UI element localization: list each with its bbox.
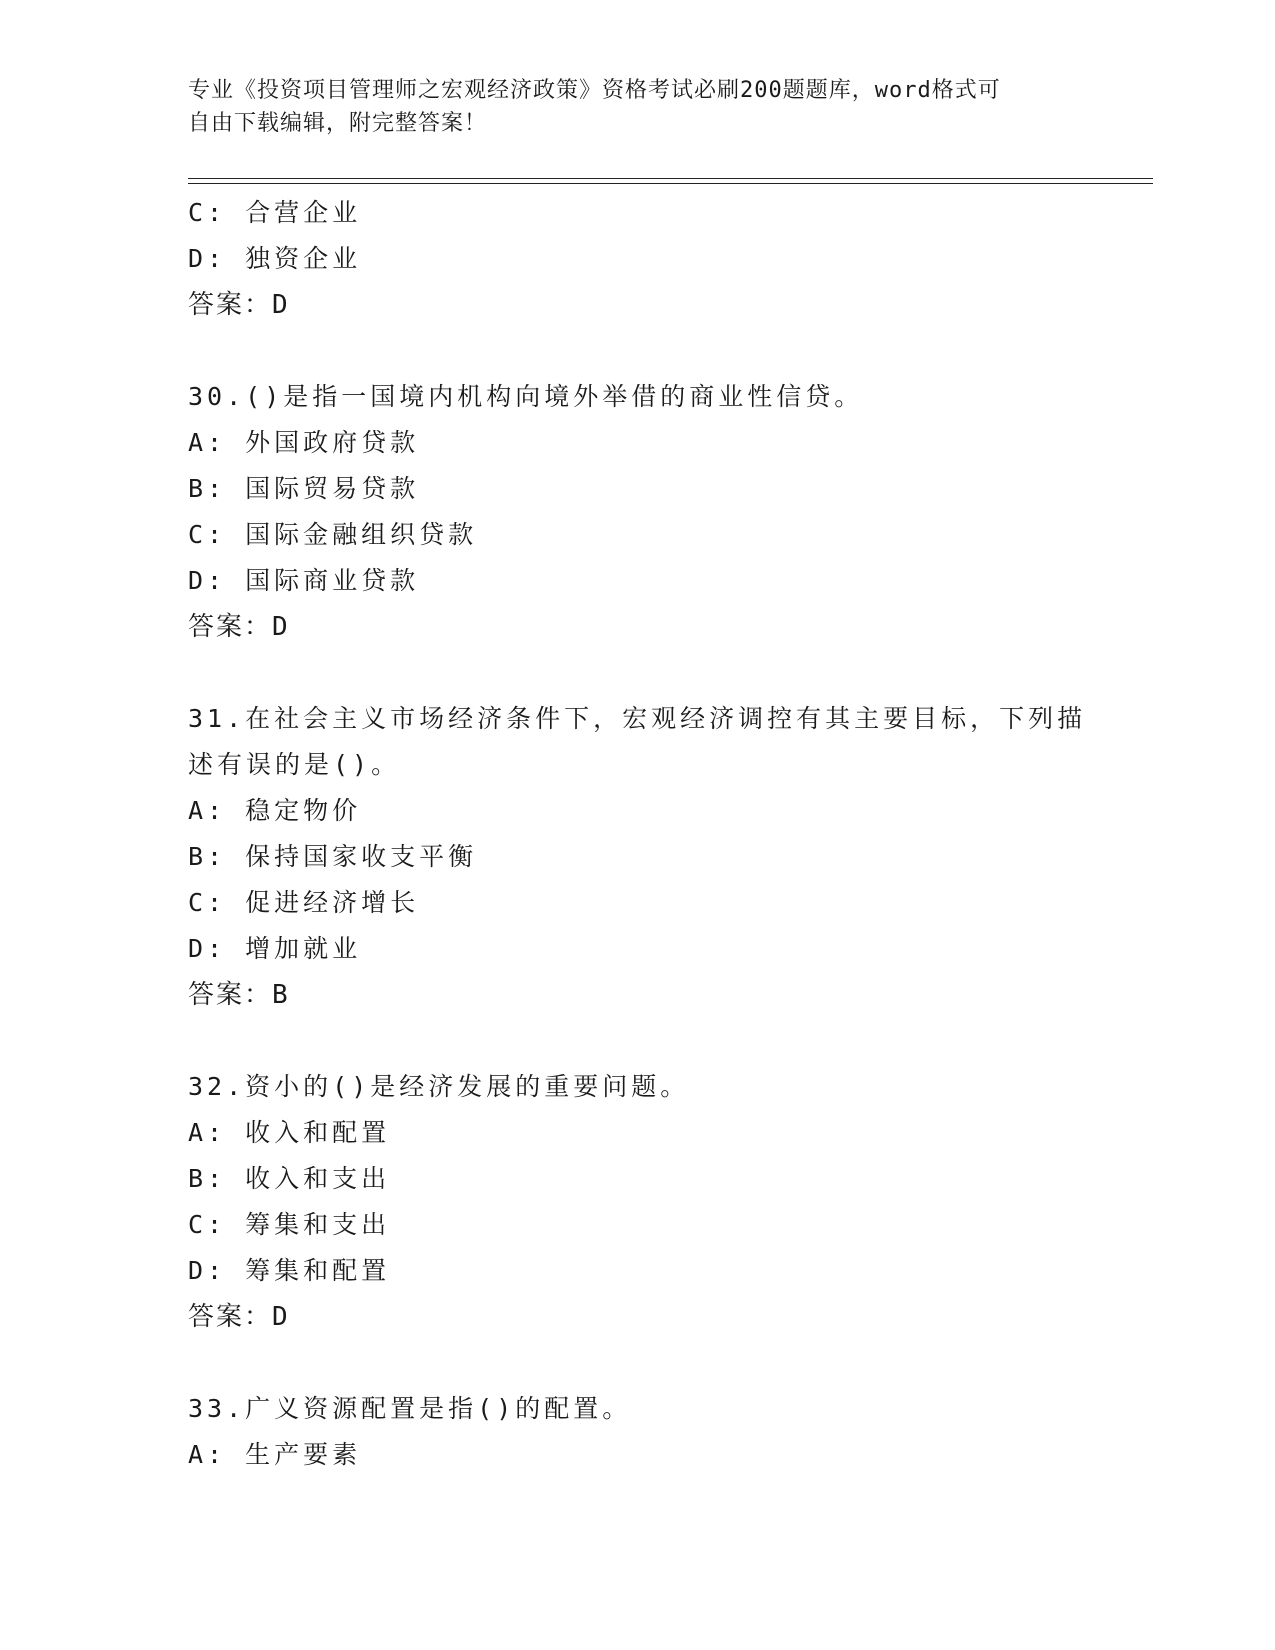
question-stem-line-2: 述有误的是()。 xyxy=(188,750,401,779)
header-line-1: 专业《投资项目管理师之宏观经济政策》资格考试必刷200题题库，word格式可 xyxy=(188,78,1001,103)
option-c: C: 合营企业 xyxy=(188,198,362,227)
answer-line: 答案：B xyxy=(188,980,290,1010)
option-d: D: 国际商业贷款 xyxy=(188,566,420,595)
document-header xyxy=(188,74,1068,140)
header-rule-top xyxy=(188,178,1153,179)
option-d: D: 独资企业 xyxy=(188,244,362,273)
option-b: B: 保持国家收支平衡 xyxy=(188,842,478,871)
option-c: C: 国际金融组织贷款 xyxy=(188,520,478,549)
option-b: B: 收入和支出 xyxy=(188,1164,391,1193)
question-stem xyxy=(188,696,1088,788)
question-29-tail xyxy=(188,190,1088,328)
question-stem: 33.广义资源配置是指()的配置。 xyxy=(188,1394,632,1423)
option-c: C: 促进经济增长 xyxy=(188,888,420,917)
option-a: A: 外国政府贷款 xyxy=(188,428,420,457)
question-30 xyxy=(188,374,1088,650)
option-c: C: 筹集和支出 xyxy=(188,1210,391,1239)
question-33 xyxy=(188,1386,1088,1478)
answer-line: 答案：D xyxy=(188,1302,290,1332)
question-stem: 30.()是指一国境内机构向境外举借的商业性信贷。 xyxy=(188,382,864,411)
option-a: A: 生产要素 xyxy=(188,1440,362,1469)
answer-line: 答案：D xyxy=(188,612,290,642)
header-rule-bottom xyxy=(188,183,1153,184)
option-d: D: 筹集和配置 xyxy=(188,1256,391,1285)
question-32 xyxy=(188,1064,1088,1340)
question-31 xyxy=(188,696,1088,1018)
option-a: A: 收入和配置 xyxy=(188,1118,391,1147)
option-d: D: 增加就业 xyxy=(188,934,362,963)
option-b: B: 国际贸易贷款 xyxy=(188,474,420,503)
question-stem: 32.资小的()是经济发展的重要问题。 xyxy=(188,1072,690,1101)
header-line-2: 自由下载编辑，附完整答案！ xyxy=(188,111,488,136)
document-body xyxy=(188,190,1088,1478)
option-a: A: 稳定物价 xyxy=(188,796,362,825)
question-stem-line-1: 31.在社会主义市场经济条件下，宏观经济调控有其主要目标，下列描 xyxy=(188,704,1087,733)
answer-line: 答案：D xyxy=(188,290,290,320)
